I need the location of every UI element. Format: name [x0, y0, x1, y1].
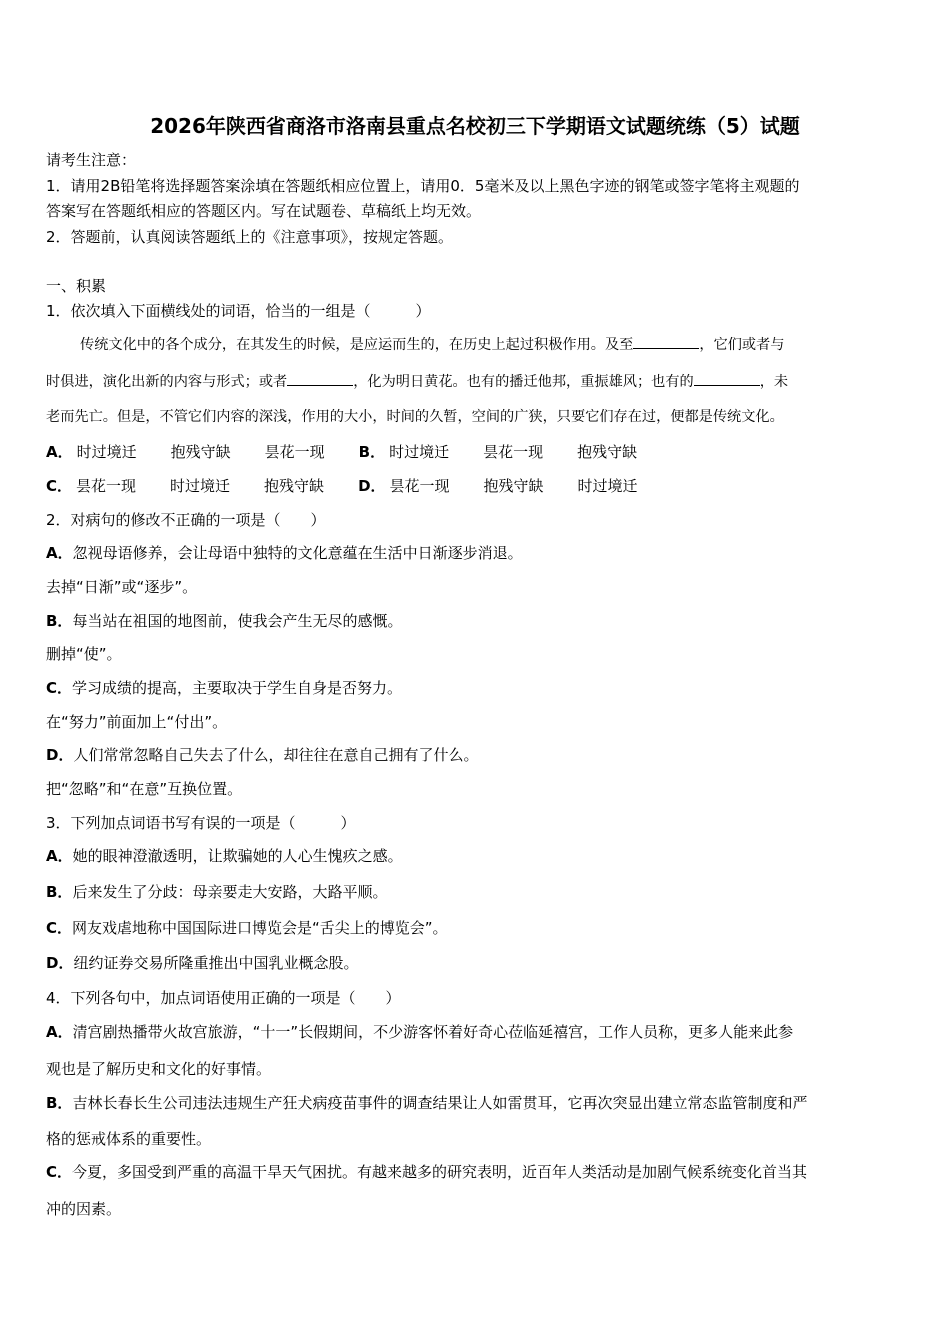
option-text: 她的眼神澄澈透明，让欺骗她的人心生愧疚之感。 [72, 847, 403, 865]
q1-stem: 1．依次填入下面横线处的词语，恰当的一组是（ ） [46, 302, 431, 320]
q3-stem: 3．下列加点词语书写有误的一项是（ ） [46, 814, 356, 832]
option-label: C． [46, 1163, 73, 1181]
q4-option [46, 1093, 807, 1113]
option-label: A． [46, 847, 73, 865]
q3-option [46, 882, 387, 902]
option-word: 昙花一现 [264, 443, 325, 461]
q1-passage-line [80, 334, 784, 355]
text: ，化为明日黄花。也有的播迁他邦，重振雄风；也有的 [353, 374, 694, 390]
option-text: 清宫剧热播带火故宫旅游，“十一”长假期间，不少游客怀着好奇心莅临延禧宫，工作人员称，更多人能来此参 [72, 1023, 794, 1041]
q4-option [46, 1162, 807, 1182]
text: ，未 [759, 374, 789, 390]
option-word: 昙花一现 [76, 477, 137, 495]
option-label: B． [46, 612, 73, 630]
option-text: 今夏，多国受到严重的高温干旱天气困扰。有越来越多的研究表明，近百年人类活动是加剧气候系统变化首当其 [72, 1163, 808, 1181]
q1-passage-line [46, 371, 788, 392]
option-label: C． [46, 919, 73, 937]
q2-fix: 把“忽略”和“在意”互换位置。 [46, 780, 243, 798]
blank-2 [287, 371, 353, 386]
q2-option [46, 543, 523, 563]
option-text: 吉林长春长生公司违法违规生产狂犬病疫苗事件的调查结果让人如雷贯耳，它再次突显出建立常态监管制度和严 [72, 1094, 808, 1112]
option-label: B． [46, 883, 73, 901]
q4-option [46, 1022, 793, 1042]
option-text: 忽视母语修养，会让母语中独特的文化意蕴在生活中日渐逐步消退。 [72, 544, 523, 562]
q2-stem: 2．对病句的修改不正确的一项是（ ） [46, 511, 326, 529]
text: 时俱进，演化出新的内容与形式；或者 [46, 374, 288, 390]
notice-heading: 请考生注意： [46, 151, 137, 169]
q2-option [46, 611, 402, 631]
q3-option [46, 918, 448, 938]
option-word: 抱残守缺 [577, 443, 638, 461]
option-text: 后来发生了分歧：母亲要走大安路，大路平顺。 [72, 883, 388, 901]
option-word: 抱残守缺 [264, 477, 325, 495]
option-label: D． [46, 954, 74, 972]
q2-fix: 删掉“使”。 [46, 645, 122, 663]
option-label: D． [358, 477, 386, 495]
option-label: C． [46, 477, 73, 495]
q1-passage-line: 老而先亡。但是，不管它们内容的深浅，作用的大小，时间的久暂，空间的广狭，只要它们存在过，便都是传统文化。 [46, 409, 784, 425]
option-word: 时过境迁 [76, 443, 137, 461]
option-label: B． [46, 1094, 73, 1112]
q3-option [46, 953, 358, 973]
notice-item-1: 1．请用2B铅笔将选择题答案涂填在答题纸相应位置上，请用0．5毫米及以上黑色字迹的钢笔或签字笔将主观题的 [46, 177, 800, 195]
option-word: 时过境迁 [577, 477, 638, 495]
q4-option-cont: 观也是了解历史和文化的好事情。 [46, 1060, 272, 1078]
q2-option [46, 745, 478, 765]
q3-option [46, 846, 403, 866]
option-text: 网友戏虐地称中国国际进口博览会是“舌尖上的博览会”。 [72, 919, 448, 937]
option-label: A． [46, 1023, 73, 1041]
q2-option [46, 678, 402, 698]
notice-item-2: 2．答题前，认真阅读答题纸上的《注意事项》，按规定答题。 [46, 228, 454, 246]
q4-option-cont: 格的惩戒体系的重要性。 [46, 1130, 212, 1148]
option-word: 抱残守缺 [170, 443, 231, 461]
q4-option-cont: 冲的因素。 [46, 1200, 122, 1218]
option-text: 纽约证券交易所隆重推出中国乳业概念股。 [73, 954, 359, 972]
q4-stem: 4．下列各句中，加点词语使用正确的一项是（ ） [46, 989, 401, 1007]
q2-fix: 去掉“日渐”或“逐步”。 [46, 578, 198, 596]
page-title: 2026年陕西省商洛市洛南县重点名校初三下学期语文试题统练（5）试题 [150, 114, 800, 138]
q1-options-row [46, 476, 672, 496]
blank-1 [633, 334, 699, 349]
option-word: 昙花一现 [483, 443, 544, 461]
q2-fix: 在“努力”前面加上“付出”。 [46, 713, 228, 731]
option-label: A． [46, 443, 73, 461]
notice-item-1-cont: 答案写在答题纸相应的答题区内。写在试题卷、草稿纸上均无效。 [46, 202, 482, 220]
option-text: 人们常常忽略自己失去了什么，却往往在意自己拥有了什么。 [73, 746, 479, 764]
q1-options-row [46, 442, 671, 462]
text: ，它们或者与 [699, 337, 785, 353]
option-word: 时过境迁 [389, 443, 450, 461]
option-label: C． [46, 679, 73, 697]
option-word: 昙花一现 [389, 477, 450, 495]
option-word: 抱残守缺 [483, 477, 544, 495]
option-word: 时过境迁 [170, 477, 231, 495]
option-label: B． [358, 443, 386, 461]
text: 传统文化中的各个成分，在其发生的时候，是应运而生的，在历史上起过积极作用。及至 [80, 337, 634, 353]
option-label: A． [46, 544, 73, 562]
option-text: 学习成绩的提高，主要取决于学生自身是否努力。 [72, 679, 403, 697]
blank-3 [694, 371, 760, 386]
option-text: 每当站在祖国的地图前，使我会产生无尽的感慨。 [72, 612, 403, 630]
option-label: D． [46, 746, 74, 764]
section-heading: 一、积累 [46, 277, 107, 295]
